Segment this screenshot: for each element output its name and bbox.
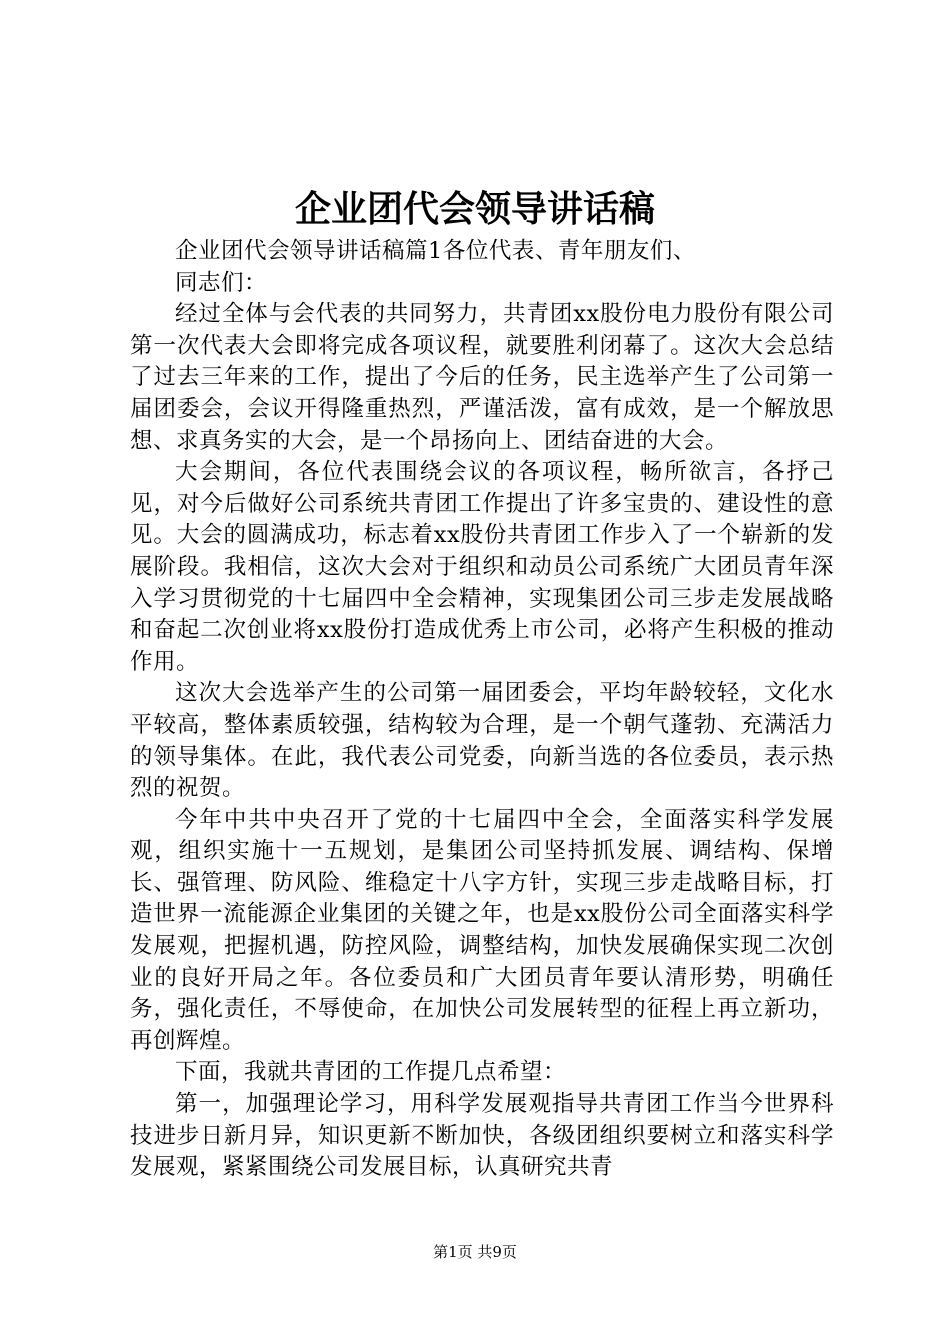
paragraph: 第一，加强理论学习，用科学发展观指导共青团工作当今世界科技进步日新月异，知识更新不断加快，各级团组织要树立和落实科学发展观，紧紧围绕公司发展目标，认真研究共青	[130, 1091, 834, 1181]
document-body	[130, 236, 834, 1184]
paragraph: 今年中共中央召开了党的十七届四中全会，全面落实科学发展观，组织实施十一五规划，是集团公司坚持抓发展、调结构、保增长、强管理、防风险、维稳定十八字方针，实现三步走战略目标，打造世界一流能源企业集团的关键之年，也是xx股份公司全面落实科学发展观，把握机遇，防控风险，调整结构，加快发展确保实现二次创业的良好开局之年。各位委员和广大团员青年要认清形势，明确任务，强化责任，不辱使命，在加快公司发展转型的征程上再立新功，再创辉煌。	[130, 806, 834, 1054]
paragraph: 同志们：	[175, 269, 268, 296]
paragraph: 大会期间，各位代表围绕会议的各项议程，畅所欲言，各抒己见，对今后做好公司系统共青团工作提出了许多宝贵的、建设性的意见。大会的圆满成功，标志着xx股份共青团工作步入了一个崭新的发展阶段。我相信，这次大会对于组织和动员公司系统广大团员青年深入学习贯彻党的十七届四中全会精神，实现集团公司三步走发展战略和奋起二次创业将xx股份打造成优秀上市公司，必将产生积极的推动作用。	[130, 459, 834, 675]
paragraph: 企业团代会领导讲话稿篇1各位代表、青年朋友们、	[175, 238, 696, 264]
document-title: 企业团代会领导讲话稿	[294, 188, 655, 230]
paragraph: 下面，我就共青团的工作提几点希望：	[175, 1059, 567, 1086]
page-footer: 第1页 共9页	[433, 1243, 517, 1261]
paragraph: 这次大会选举产生的公司第一届团委会，平均年龄较轻，文化水平较高，整体素质较强，结构较为合理，是一个朝气蓬勃、充满活力的领导集体。在此，我代表公司党委，向新当选的各位委员，表示热烈的祝贺。	[130, 680, 834, 802]
paragraph: 经过全体与会代表的共同努力，共青团xx股份电力股份有限公司第一次代表大会即将完成各项议程，就要胜利闭幕了。这次大会总结了过去三年来的工作，提出了今后的任务，民主选举产生了公司第一届团委会，会议开得隆重热烈，严谨活泼，富有成效，是一个解放思想、求真务实的大会，是一个昂扬向上、团结奋进的大会。	[130, 301, 834, 454]
